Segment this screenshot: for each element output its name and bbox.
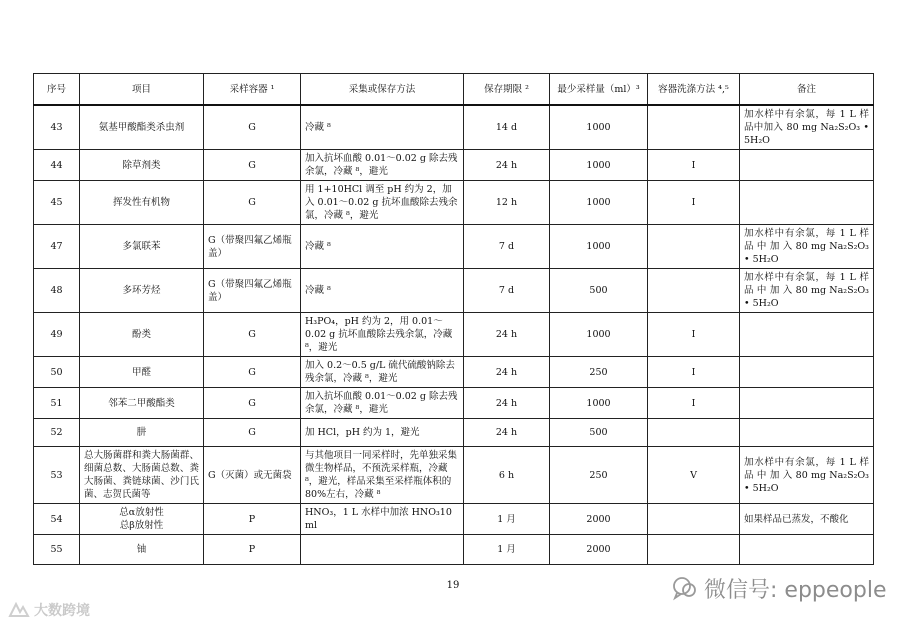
- cell-volume: 500: [550, 269, 648, 313]
- cell-method: 加入抗坏血酸 0.01～0.02 g 除去残余氯，冷藏 ⁸，避光: [301, 388, 464, 419]
- cell-note: 加水样中有余氯，每 1 L 样品中加入 80 mg Na₂S₂O₃ • 5H₂O: [740, 105, 874, 150]
- cell-method: [301, 535, 464, 565]
- cell-note: [740, 535, 874, 565]
- cell-wash: [648, 105, 740, 150]
- cell-note: 加水样中有余氯，每 1 L 样 品 中 加 入 80 mg Na₂S₂O₃ • 5H₂O: [740, 269, 874, 313]
- cell-item: 肼: [80, 419, 204, 447]
- cell-method: 加入抗坏血酸 0.01～0.02 g 除去残余氯，冷藏 ⁸，避光: [301, 150, 464, 181]
- table-row: [34, 225, 874, 269]
- cell-method: 加 HCl，pH 约为 1，避光: [301, 419, 464, 447]
- cell-volume: 1000: [550, 181, 648, 225]
- cell-volume: 1000: [550, 313, 648, 357]
- cell-wash: I: [648, 150, 740, 181]
- cell-item: 氨基甲酸酯类杀虫剂: [80, 105, 204, 150]
- corner-watermark: [8, 600, 90, 620]
- cell-period: 24 h: [464, 419, 550, 447]
- cell-method: 冷藏 ⁸: [301, 105, 464, 150]
- cell-volume: 250: [550, 357, 648, 388]
- cell-item: 酚类: [80, 313, 204, 357]
- cell-container: P: [204, 535, 301, 565]
- cell-period: 24 h: [464, 150, 550, 181]
- cell-period: 24 h: [464, 388, 550, 419]
- cell-method: HNO₃，1 L 水样中加浓 HNO₃10 ml: [301, 504, 464, 535]
- cell-period: 1 月: [464, 535, 550, 565]
- table-row: [34, 357, 874, 388]
- cell-item: 甲醛: [80, 357, 204, 388]
- cell-volume: 1000: [550, 388, 648, 419]
- cell-period: 7 d: [464, 225, 550, 269]
- cell-wash: I: [648, 313, 740, 357]
- header-note: 备注: [740, 74, 874, 106]
- cell-note: 加水样中有余氯，每 1 L 样 品 中 加 入 80 mg Na₂S₂O₃ • 5H₂O: [740, 225, 874, 269]
- cell-volume: 250: [550, 447, 648, 504]
- cell-no: 44: [34, 150, 80, 181]
- header-no: 序号: [34, 74, 80, 106]
- cell-container: G（带聚四氟乙烯瓶盖）: [204, 269, 301, 313]
- cell-no: 43: [34, 105, 80, 150]
- cell-no: 51: [34, 388, 80, 419]
- cell-container: G: [204, 388, 301, 419]
- cell-item: 多氯联苯: [80, 225, 204, 269]
- table-row: [34, 419, 874, 447]
- cell-container: G: [204, 150, 301, 181]
- cell-container: G（灭菌）或无菌袋: [204, 447, 301, 504]
- header-period: 保存期限 ²: [464, 74, 550, 106]
- cell-no: 53: [34, 447, 80, 504]
- cell-no: 50: [34, 357, 80, 388]
- header-volume: 最少采样量（ml）³: [550, 74, 648, 106]
- cell-no: 55: [34, 535, 80, 565]
- header-container: 采样容器 ¹: [204, 74, 301, 106]
- cell-period: 1 月: [464, 504, 550, 535]
- cell-container: G（带聚四氟乙烯瓶盖）: [204, 225, 301, 269]
- cell-volume: 2000: [550, 535, 648, 565]
- cell-wash: I: [648, 357, 740, 388]
- cell-container: G: [204, 181, 301, 225]
- cell-note: 加水样中有余氯，每 1 L 样 品 中 加 入 80 mg Na₂S₂O₃ • 5H₂O: [740, 447, 874, 504]
- cell-method: 与其他项目一同采样时，先单独采集微生物样品，不预洗采样瓶，冷藏 ⁸，避光，样品采集至采样瓶体积的 80%左右，冷藏 ⁸: [301, 447, 464, 504]
- cell-item: 除草剂类: [80, 150, 204, 181]
- cell-container: G: [204, 357, 301, 388]
- table-row: [34, 269, 874, 313]
- cell-no: 48: [34, 269, 80, 313]
- cell-item: 铀: [80, 535, 204, 565]
- cell-period: 7 d: [464, 269, 550, 313]
- cell-volume: 1000: [550, 105, 648, 150]
- cell-wash: [648, 419, 740, 447]
- header-method: 采集或保存方法: [301, 74, 464, 106]
- cell-wash: V: [648, 447, 740, 504]
- table-row: [34, 447, 874, 504]
- cell-no: 52: [34, 419, 80, 447]
- cell-period: 12 h: [464, 181, 550, 225]
- sampling-table: [33, 73, 874, 565]
- cell-container: P: [204, 504, 301, 535]
- cell-no: 54: [34, 504, 80, 535]
- cell-method: 用 1+10HCl 调至 pH 约为 2，加入 0.01～0.02 g 抗坏血酸除去残余氯，冷藏 ⁸，避光: [301, 181, 464, 225]
- cell-note: 如果样品已蒸发，不酸化: [740, 504, 874, 535]
- cell-method: 加入 0.2～0.5 g/L 硫代硫酸钠除去残余氯，冷藏 ⁸，避光: [301, 357, 464, 388]
- table-row: [34, 313, 874, 357]
- cell-wash: I: [648, 181, 740, 225]
- cell-period: 6 h: [464, 447, 550, 504]
- wechat-id-text: 微信号: eppeople: [704, 577, 887, 603]
- cell-container: G: [204, 313, 301, 357]
- wechat-icon: [672, 575, 698, 601]
- cell-method: 冷藏 ⁸: [301, 225, 464, 269]
- corner-watermark-text: 大数跨境: [34, 603, 90, 619]
- cell-container: G: [204, 419, 301, 447]
- cell-volume: 1000: [550, 150, 648, 181]
- page-number: 19: [446, 580, 460, 591]
- cell-note: [740, 357, 874, 388]
- cell-period: 24 h: [464, 357, 550, 388]
- cell-wash: [648, 504, 740, 535]
- cell-note: [740, 419, 874, 447]
- table-row: [34, 504, 874, 535]
- cell-method: H₃PO₄，pH 约为 2，用 0.01～0.02 g 抗坏血酸除去残余氯，冷藏 ⁸，避光: [301, 313, 464, 357]
- brand-logo-icon: [8, 602, 30, 618]
- table-row: [34, 535, 874, 565]
- cell-wash: I: [648, 388, 740, 419]
- table-row: [34, 105, 874, 150]
- cell-item: 多环芳烃: [80, 269, 204, 313]
- cell-period: 24 h: [464, 313, 550, 357]
- table-row: [34, 181, 874, 225]
- cell-period: 14 d: [464, 105, 550, 150]
- cell-no: 49: [34, 313, 80, 357]
- cell-volume: 2000: [550, 504, 648, 535]
- cell-no: 47: [34, 225, 80, 269]
- cell-volume: 1000: [550, 225, 648, 269]
- cell-wash: [648, 535, 740, 565]
- cell-note: [740, 388, 874, 419]
- wechat-watermark: [672, 572, 886, 604]
- cell-wash: [648, 269, 740, 313]
- header-wash: 容器洗涤方法 ⁴,⁵: [648, 74, 740, 106]
- table-header-row: [34, 74, 874, 106]
- cell-item: 邻苯二甲酸酯类: [80, 388, 204, 419]
- cell-item: 总α放射性 总β放射性: [80, 504, 204, 535]
- table-row: [34, 388, 874, 419]
- cell-method: 冷藏 ⁸: [301, 269, 464, 313]
- cell-container: G: [204, 105, 301, 150]
- cell-no: 45: [34, 181, 80, 225]
- cell-note: [740, 181, 874, 225]
- cell-wash: [648, 225, 740, 269]
- table-row: [34, 150, 874, 181]
- cell-item: 挥发性有机物: [80, 181, 204, 225]
- cell-item: 总大肠菌群和粪大肠菌群、细菌总数、大肠菌总数、粪大肠菌、粪链球菌、沙门氏菌、志贺氏菌等: [80, 447, 204, 504]
- cell-note: [740, 313, 874, 357]
- header-item: 项目: [80, 74, 204, 106]
- cell-volume: 500: [550, 419, 648, 447]
- cell-note: [740, 150, 874, 181]
